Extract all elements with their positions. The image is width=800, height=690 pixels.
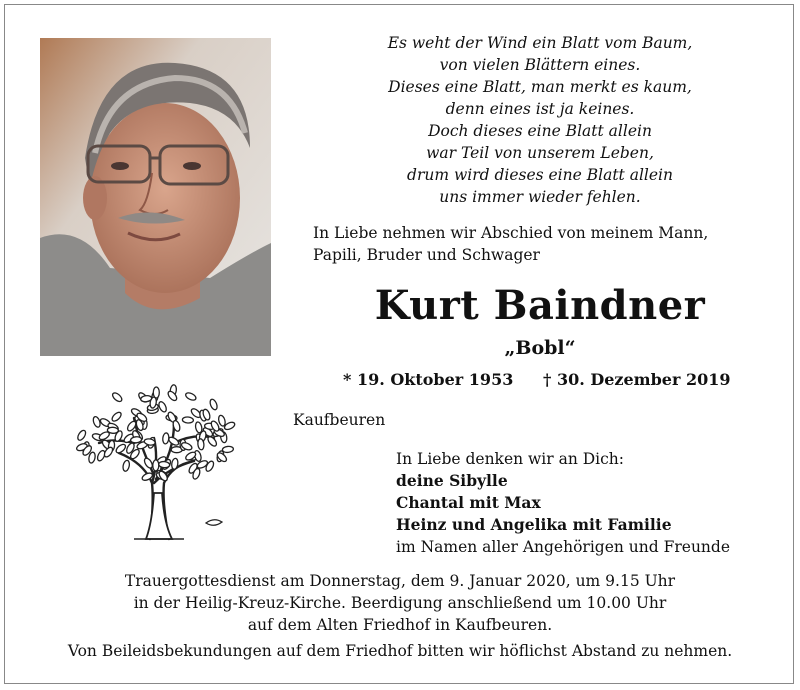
service-line: auf dem Alten Friedhof in Kaufbeuren. <box>247 616 553 634</box>
mourner-name: Chantal mit Max <box>396 493 541 512</box>
tree-leaf <box>222 446 234 453</box>
service-line: Trauergottesdienst am Donnerstag, dem 9. Januar 2020, um 9.15 Uhr <box>124 572 676 590</box>
tree-icon <box>74 383 244 543</box>
tree-leaf <box>197 439 204 451</box>
tree-leaf <box>218 415 227 427</box>
tree-leaf <box>143 457 154 469</box>
condolence-note: Von Beileidsbekundungen auf dem Friedhof bitten wir höflichst Abstand zu nehmen. <box>67 642 733 660</box>
mourner-name: deine Sibylle <box>396 471 508 490</box>
deceased-nickname: „Bobl“ <box>504 337 576 359</box>
service-line: in der Heilig-Kreuz-Kirche. Beerdigung anschließend um 10.00 Uhr <box>133 594 667 612</box>
tree-leaf <box>209 398 219 410</box>
poem <box>300 32 780 208</box>
death-date: † 30. Dezember 2019 <box>543 370 731 389</box>
poem-line: Doch dieses eine Blatt allein <box>428 122 652 140</box>
tree-leaf <box>153 460 159 471</box>
tree-leaf <box>130 436 141 443</box>
mourner-name: Heinz und Angelika mit Familie <box>396 515 672 534</box>
place-name: Kaufbeuren <box>293 411 386 429</box>
poem-line: denn eines ist ja keines. <box>445 100 635 118</box>
tree-leaf <box>167 436 179 447</box>
poem-line: Es weht der Wind ein Blatt vom Baum, <box>387 34 693 52</box>
tree-leaf <box>182 417 193 424</box>
tree-leaf <box>92 416 101 428</box>
mourners-closing: im Namen aller Angehörigen und Freunde <box>396 538 730 556</box>
mourners-intro: In Liebe denken wir an Dich: <box>396 450 625 468</box>
tree-leaf <box>76 429 87 442</box>
poem-line: von vielen Blättern eines. <box>439 56 641 74</box>
mourners-block <box>396 448 786 558</box>
intro-line: Papili, Bruder und Schwager <box>313 246 540 264</box>
tree-leaf <box>111 391 123 403</box>
tree-leaf <box>185 391 198 401</box>
tree-leaf <box>111 411 123 423</box>
tree-leaf <box>103 446 114 458</box>
farewell-intro <box>313 222 783 266</box>
poem-line: war Teil von unserem Leben, <box>426 144 654 162</box>
deceased-name: Kurt Baindner <box>374 282 706 329</box>
tree-leaf <box>153 387 159 398</box>
poem-line: drum wird dieses eine Blatt allein <box>407 166 673 184</box>
tree-leaf <box>115 443 127 455</box>
tree-leaf <box>122 460 130 472</box>
poem-line: uns immer wieder fehlen. <box>439 188 641 206</box>
portrait-photo <box>40 38 271 356</box>
tree-leaf <box>157 401 167 414</box>
service-info <box>10 570 790 636</box>
intro-line: In Liebe nehmen wir Abschied von meinem Mann, <box>313 224 709 242</box>
tree-leaf <box>206 435 218 447</box>
birth-date: * 19. Oktober 1953 <box>343 370 514 389</box>
poem-line: Dieses eine Blatt, man merkt es kaum, <box>388 78 692 96</box>
tree-leaf <box>158 461 169 468</box>
